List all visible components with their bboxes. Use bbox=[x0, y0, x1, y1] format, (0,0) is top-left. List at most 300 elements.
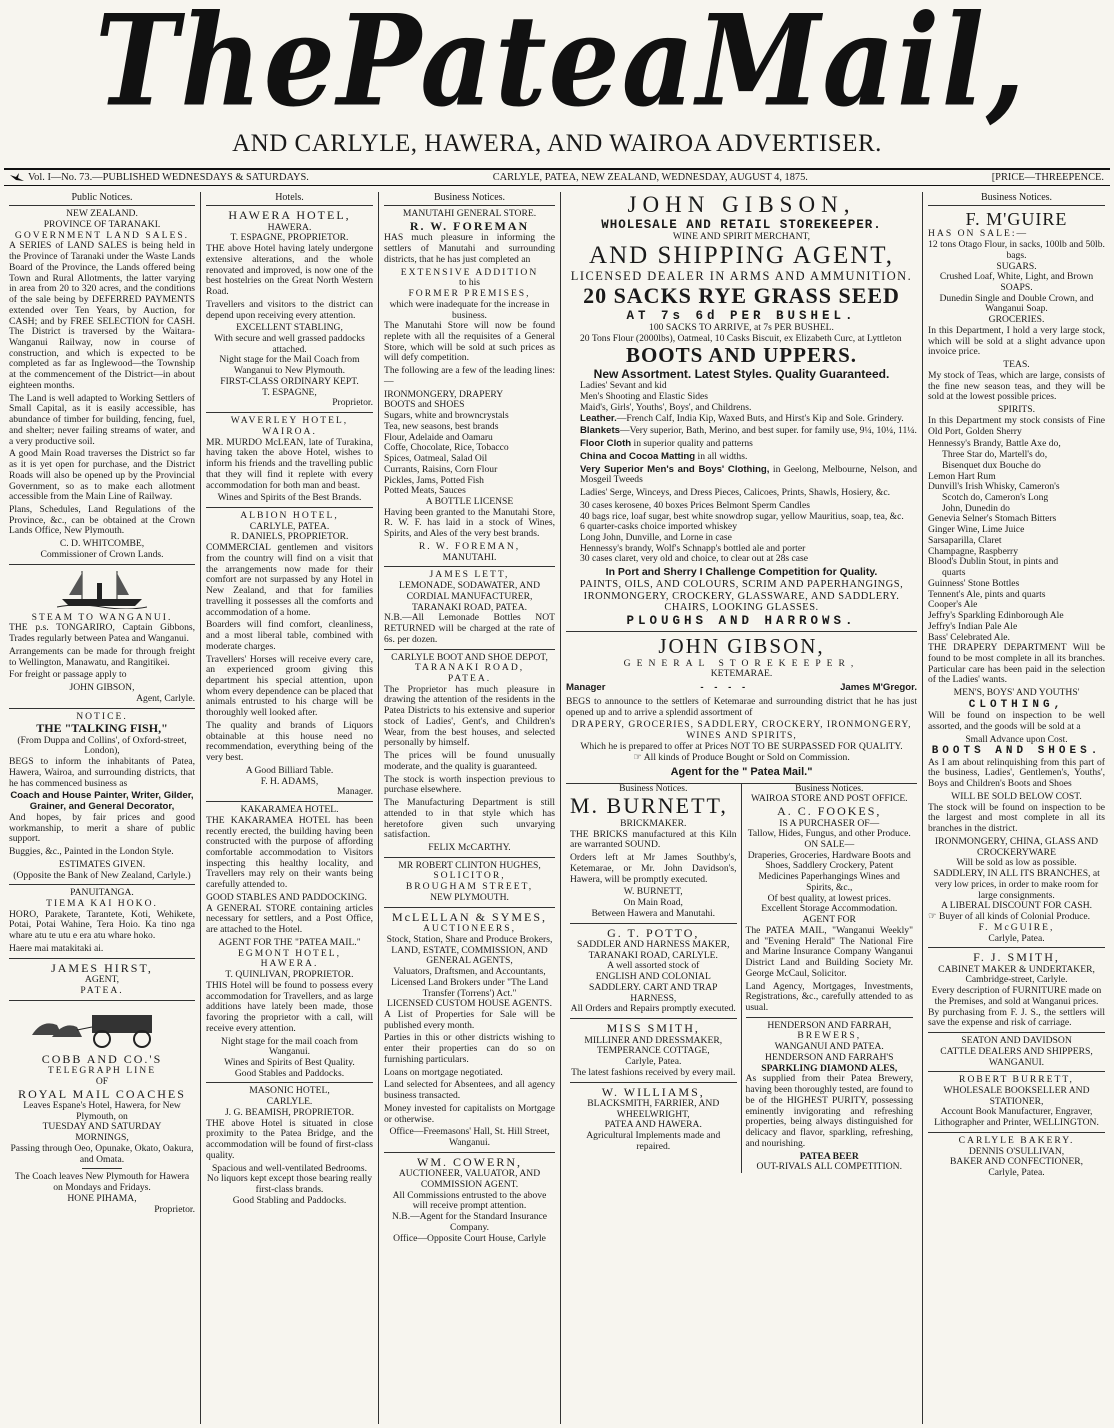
ad-title: STEAM TO WANGANUI. bbox=[31, 611, 173, 623]
ad-text: The Coach leaves New Plymouth for Hawera on Mondays and Fridays. bbox=[14, 1171, 190, 1194]
ad-highlight: New Assortment. Latest Styles. Quality Guaranteed. bbox=[593, 366, 890, 381]
signature: FELIX McCARTHY. bbox=[428, 842, 511, 854]
signature: F. H. ADAMS, bbox=[260, 775, 319, 787]
ad-subheading: LICENSED CUSTOM HOUSE AGENTS. bbox=[386, 998, 553, 1010]
ad-subheading: PROVINCE OF TARANAKI. bbox=[43, 218, 161, 230]
place-date: CARLYLE, PATEA, NEW ZEALAND, WEDNESDAY, AUGUST 4, 1875. bbox=[492, 171, 808, 183]
ad-title: G. T. POTTO, bbox=[607, 925, 700, 940]
signature-title: Commissioner of Crown Lands. bbox=[40, 548, 164, 560]
ad-subheading: IS A PURCHASER OF— bbox=[779, 817, 880, 829]
ad-text: HORO, Parakete, Tarantete, Koti, Wehikete, Potai, Potai Wahine, Tera Hoio. Ka tino nga whare atu te utu e era atu whare hoko. bbox=[9, 908, 195, 942]
ad-text: BEGS to announce to the settlers of Ketemarae and surrounding district that he has just opened up and to arrive a splendid assortment of bbox=[566, 695, 917, 718]
ad-title: A. C. FOOKES, bbox=[777, 804, 882, 819]
ad-highlight: BOOTS and SHOES bbox=[384, 399, 465, 411]
ad-subheading: CATTLE DEALERS AND SHIPPERS, bbox=[940, 1045, 1093, 1057]
list-item: Genevia Selner's Stomach Bitters bbox=[928, 513, 1057, 525]
ad-title: JOHN GIBSON, bbox=[658, 634, 825, 659]
ad-text: No liquors kept except those bearing really first-class brands. bbox=[206, 1173, 373, 1196]
signature-title: Proprietor. bbox=[154, 1203, 195, 1215]
ad-subheading: HAWERA. bbox=[267, 221, 312, 233]
ad-subheading: DENNIS O'SULLIVAN, bbox=[968, 1145, 1065, 1157]
signature: C. D. WHITCOMBE, bbox=[59, 538, 145, 550]
ad-address: Between Hawera and Manutahi. bbox=[591, 907, 716, 919]
ad-subheading: J. G. BEAMISH, PROPRIETOR. bbox=[224, 1106, 355, 1118]
ad-text: Will be found on inspection to be well assorted, and the goods will be sold at a bbox=[928, 710, 1105, 732]
column-header: Hotels. bbox=[206, 192, 373, 206]
ad-title: MR ROBERT CLINTON HUGHES, bbox=[398, 859, 541, 871]
ad-subheading: HENDERSON AND FARRAH'S bbox=[765, 1051, 894, 1063]
ad-highlight: WILL BE SOLD BELOW COST. bbox=[951, 790, 1082, 802]
ad-address: PATEA AND HAWERA. bbox=[604, 1119, 702, 1131]
ad-text: Haere mai matakitaki ai. bbox=[9, 942, 104, 954]
ad-text: Parties in this or other districts wishing to enter their properties can do so on furnishing particulars. bbox=[384, 1032, 555, 1065]
column-public-notices bbox=[4, 192, 200, 1424]
ad-subheading: CARLYLE. bbox=[266, 1096, 313, 1108]
ad-subheading: PATEA. bbox=[80, 984, 124, 996]
signature: JOHN GIBSON, bbox=[69, 682, 135, 694]
ad-title: W. WILLIAMS, bbox=[601, 1084, 705, 1099]
ad-text: And hopes, by fair prices and good workmanship, to merit a share of public support. bbox=[9, 811, 195, 845]
ad-text: The Land is well adapted to Working Settlers of Small Capital, as it is easily accessible, has abundance of timber for building, fencing, fuel, and shelter; never failing streams of water, and a very productive soil. bbox=[9, 392, 195, 447]
ad-address: On Main Road, bbox=[623, 897, 683, 909]
ad-title: JAMES LETT, bbox=[429, 569, 510, 581]
ad-text: The Manufacturing Department is still attended to in that style which has heretofore given such unvarying satisfaction. bbox=[384, 797, 555, 841]
list-item: Jeffry's Sparkling Edinborough Ale bbox=[928, 610, 1064, 622]
ad-text: A GENERAL STORE containing articles necessary for settlers, and a Post Office, are attached to the Hotel. bbox=[206, 902, 373, 936]
ad-text: COMMERCIAL gentlemen and visitors from the country will find on a visit that the arrangements now made for their comfort are not surpassed by any Hotel in New Zealand, and that for families travelling it possesses all the comforts and accommodation of a home. bbox=[206, 542, 373, 618]
list-item: Maid's, Girls', Youths', Boys', and Childrens. bbox=[580, 401, 752, 413]
column-business-notices bbox=[378, 192, 560, 1424]
section-heading: CLOTHING, bbox=[968, 698, 1065, 711]
masthead bbox=[0, 0, 1114, 176]
ad-subheading: BAKER AND CONFECTIONER, bbox=[950, 1156, 1083, 1168]
list-item: Ladies' Serge, Winceys, and Dress Pieces, Calicoes, Prints, Shawls, Hosiery, &c. bbox=[580, 487, 890, 499]
section-heading: GROCERIES. bbox=[988, 314, 1045, 326]
ad-subheading: BLACKSMITH, FARRIER, AND WHEELWRIGHT, bbox=[587, 1097, 720, 1120]
manager-label: Manager bbox=[566, 682, 606, 694]
sub-columns bbox=[566, 783, 917, 1173]
ad-text: Stock, Station, Share and Produce Brokers, bbox=[386, 933, 553, 945]
list-item: 30 cases claret, very old and choice, to clear out at 28s case bbox=[580, 553, 809, 565]
list-item: John, Dunedin do bbox=[942, 502, 1010, 514]
section-heading: MEN'S, BOYS' AND YOUTHS' bbox=[953, 687, 1080, 699]
ad-subheading: AGENT FOR bbox=[802, 914, 856, 926]
ad-subheading: GENERAL STOREKEEPER, bbox=[623, 657, 860, 669]
ad-subheading: TIEMA KAI HOKO. bbox=[46, 898, 158, 910]
ad-text: THE p.s. TONGARIRO, Captain Gibbons, Trades regularly between Patea and Wanganui. bbox=[9, 622, 195, 645]
ad-title: NOTICE. bbox=[76, 710, 128, 722]
list-item: Sarsaparilla, Claret bbox=[928, 534, 1002, 546]
ad-title: ALBION HOTEL, bbox=[240, 509, 339, 521]
dateline bbox=[4, 168, 1110, 186]
ad-text: Night stage for the Mail Coach from Wanganui to New Plymouth. bbox=[219, 354, 360, 377]
ad-highlight: IRONMONGERY, DRAPERY bbox=[384, 388, 504, 400]
item-heading: China and Cocoa Matting bbox=[580, 450, 696, 462]
ad-text: Boarders will find comfort, cleanliness, and a most liberal table, combined with moderate charges. bbox=[206, 619, 373, 652]
ad-address: NEW PLYMOUTH. bbox=[430, 891, 509, 903]
ad-subheading: OF bbox=[95, 1075, 109, 1087]
signature: T. ESPAGNE, bbox=[262, 386, 317, 398]
ad-address: Carlyle, Patea. bbox=[988, 1167, 1045, 1179]
ad-subheading: TELEGRAPH LINE bbox=[47, 1065, 157, 1077]
ad-address: BROUGHAM STREET, bbox=[405, 881, 534, 893]
list-item: Currants, Raisins, Corn Flour bbox=[384, 463, 498, 475]
list-item: Hennessy's brandy, Wolf's Schnapp's bottled ale and porter bbox=[580, 542, 806, 554]
list-item: Champagne, Raspberry bbox=[928, 545, 1019, 557]
ad-highlight: PLOUGHS AND HARROWS. bbox=[626, 614, 857, 629]
ad-text: PAINTS, OILS, AND COLOURS, SCRIM AND PAPERHANGINGS, IRONMONGERY, CROCKERY, GLASSWARE, AND SADDLERY. CHAIRS, LOOKING GLASSES. bbox=[579, 578, 904, 614]
ad-text: OUT-RIVALS ALL COMPETITION. bbox=[756, 1161, 902, 1173]
ad-address: TARANAKI ROAD, CARLYLE. bbox=[588, 949, 718, 961]
list-item: in superior quality and patterns bbox=[631, 438, 753, 450]
list-item: 6 quarter-casks choice imported whiskey bbox=[580, 521, 737, 533]
ad-title: JOHN GIBSON, bbox=[627, 192, 856, 217]
section-heading: SPIRITS. bbox=[997, 404, 1036, 416]
column-hotels bbox=[200, 192, 378, 1424]
column-john-gibson: JOHN GIBSON, WHOLESALE AND RETAIL STOREKEEPER. WINE AND SPIRIT MERCHANT, AND SHIPPING AGENT, LICENSED DEALER IN ARMS AND AMMUNITION. 20 SACKS RYE GRASS SEED AT 7s 6d PER BUSHEL. 100 SACKS TO ARRIVE, at 7s PER BUSHEL. 20 Tons Flour (2000lbs), Oatmeal, 10 Casks Biscuit, ex Elizabeth Curc, at Lyttleton BOOTS AND UPPERS. New Assortment. Latest Styles. Quality Guaranteed. Ladies' Sevant and kid Men's Shooting and Elastic Sides Maid's, Girls', Youths', Boys', and Childrens. Leather.—French Calf, India Kip, Waxed Buts, and Hirst's Kip and Sole. Grindery. Blankets—Very superior, Bath, Merino, and best super. for family use, 9¼, 10¼, 11¼. Floor Cloth in superior quality and patterns China and Cocoa Matting in all widths. Very Superior Men's and Boys' Clothing, in Geelong, Melbourne, Nelson, and Mosgeil Tweeds Ladies' Serge, Winceys, and Dress Pieces, Calicoes, Prints, Shawls, Hosiery, &c. 30 cases kerosene, 40 boxes Prices Belmont Sperm Candles 40 bags rice, loaf sugar, best white snowdrop sugar, yellow Mauritius, soap, tea, &c. 6 quarter-casks choice imported whiskey Long John, Dunville, and Lorne in case Hennessy's brandy, Wolf's Schnapp's bottled ale and porter 30 cases claret, very old and choice, to clear out at 28s case In Port and Sherry I Challenge Competition for Quality. PAINTS, OILS, AND COLOURS, SCRIM AND PAPERHANGINGS, IRONMONGERY, CROCKERY, GLASSWARE, AND SADDLERY. CHAIRS, LOOKING GLASSES. PLOUGHS AND HARROWS. JOHN GIBSON, GENERAL STOREKEEPER, KETEMARAE. Manager - - - - James M'Gregor. BEGS to announce to the settlers of Ketemarae and surrounding district that he has just opened up and to arrive a splendid assortment of DRAPERY, GROCERIES, SADDLERY, CROCKERY, IRONMONGERY, WINES AND SPIRITS, Which he is prepared to offer at Prices NOT TO BE SURPASSED FOR QUALITY. ☞ All kinds of Produce Bought or Sold on Commission. Agent for the " Patea Mail." Business Notices. M. BURNETT, BRICKMAKER. THE BRICKS manufactured at this Kiln are warranted SOUND. Orders left at Mr James Southby's, Ketemarae, or Mr. John Davidson's, Hawera, will be promptly executed. W. BURNETT, On Main Road, Between Hawera and Manutahi. G. T. POTTO, SADDLER AND HARNESS MAKER, TARANAKI ROAD, CARLYLE. A well assorted stock of ENGLISH AND COLONIAL SADDLERY. CART AND TRAP HARNESS, All Orders and Repairs promptly executed. MISS SMITH, MILLINER AND DRESSMAKER, TEMPERANCE COTTAGE, Carlyle, Patea. The latest fashions received by every mail. W. WILLIAMS, BLACKSMITH, FARRIER, AND WHEELWRIGHT, PATEA AND HAWERA. Agricultural Implements made and repaired. Business Notices. WAIROA STORE AND POST OFFICE. A. C. FOOKES, IS A PURCHASER OF— Tallow, Hides, Fungus, and other Produce. ON SALE— Draperies, Groceries, Hardware Boots and Shoes, Saddlery Crockery, Patent Medicines Paperhangings Wines and Spirits, &c., Of best quality, at lowest prices. Excellent Storage Accommodation. AGENT FOR The PATEA MAIL, "Wanganui Weekly" and "Evening Herald" The National Fire and Marine Insurance Company Wanganui District Land and Building Society Mr. George McCaul, Solicitor. Land Agency, Mortgages, Investments, Registrations, &c., carefully attended to as usual. HENDERSON AND FARRAH, BREWERS, WANGANUI AND PATEA. HENDERSON AND FARRAH'S SPARKLING DIAMOND ALES, As supplied from their Patea Brewery, having been thoroughly tested, are found to be of the HIGHEST PURITY, possessing eminently invigorating and refreshing properties, being always distinguished for delicacy and flavor, sparkling, refreshing, and nourishing. PATEA BEER OUT-RIVALS ALL COMPETITION. bbox=[560, 192, 922, 1424]
ad-subheading: HAS ON SALE:— bbox=[928, 228, 1029, 240]
ad-subheading: HAWERA. bbox=[260, 958, 319, 970]
column-business-notices-3 bbox=[741, 784, 917, 1173]
ad-subheading: ON SALE— bbox=[804, 838, 855, 850]
ad-address: TEMPERANCE COTTAGE, bbox=[596, 1045, 710, 1057]
pointing-hand-icon: ☞ bbox=[928, 911, 939, 923]
column-header: Business Notices. bbox=[928, 192, 1105, 206]
signature-title: MANUTAHI. bbox=[442, 551, 497, 563]
ad-text: Good Stables and Paddocks. bbox=[234, 1067, 345, 1079]
list-item: Tea, new seasons, best brands bbox=[384, 420, 499, 432]
price: [PRICE—THREEPENCE. bbox=[991, 171, 1104, 183]
ad-highlight: TUESDAY AND SATURDAY bbox=[42, 1121, 162, 1133]
ad-subheading: WAIROA. bbox=[262, 425, 317, 437]
ad-text: The Manutahi Store will now be found replete with all the requisites of a General Store, which will be sold at such prices as will defy competition. bbox=[384, 320, 555, 364]
section-heading: SUGARS. bbox=[996, 260, 1037, 272]
list-item: Tennent's Ale, pints and quarts bbox=[928, 588, 1046, 600]
ad-subheading: WINE AND SPIRIT MERCHANT, bbox=[672, 230, 811, 242]
section-heading: SOAPS. bbox=[1000, 282, 1033, 294]
ad-highlight: ESTIMATES GIVEN. bbox=[58, 858, 146, 870]
signature-title: Manager. bbox=[337, 786, 373, 798]
item-heading: Leather. bbox=[580, 412, 617, 424]
ad-title: KAKARAMEA HOTEL. bbox=[240, 804, 339, 816]
ad-text: SADDLERY, IN ALL ITS BRANCHES, at very low prices, in order to make room for large consignments. bbox=[933, 868, 1100, 901]
list-item: Potted Meats, Sauces bbox=[384, 485, 466, 497]
ad-text: Having been granted to the Manutahi Store, R. W. F. has laid in a stock of Wines, Spirits, and Ales of the very best brands. bbox=[384, 506, 555, 540]
signature: W. BURNETT, bbox=[623, 886, 683, 898]
list-item: Pickles, Jams, Potted Fish bbox=[384, 474, 484, 486]
ad-title: CARLYLE BAKERY. bbox=[958, 1134, 1075, 1146]
ad-text: Loans on mortgage negotiated. bbox=[384, 1066, 503, 1078]
list-item: —Very superior, Bath, Merino, and best super. for family use, 9¼, 10¼, 11¼. bbox=[620, 425, 917, 437]
ad-title: BOOTS AND UPPERS. bbox=[625, 343, 858, 368]
ad-title: F. J. SMITH, bbox=[973, 950, 1060, 965]
ad-subheading: TARANAKI ROAD, bbox=[414, 662, 525, 674]
ad-text: Buyer of all kinds of Colonial Produce. bbox=[939, 911, 1091, 923]
list-item: Dunvill's Irish Whisky, Cameron's bbox=[928, 481, 1060, 493]
ad-title: HENDERSON AND FARRAH, bbox=[767, 1019, 892, 1031]
ad-title: GOVERNMENT LAND SALES. bbox=[14, 229, 190, 241]
ad-highlight: MORNINGS, bbox=[75, 1132, 129, 1144]
title-word-the: The bbox=[95, 0, 338, 136]
ad-highlight: Small Advance upon Cost. bbox=[965, 733, 1068, 745]
ad-highlight: PATEA BEER bbox=[799, 1150, 859, 1162]
ad-highlight: AT 7s 6d PER BUSHEL. bbox=[626, 309, 857, 323]
ad-address: Carlyle, Patea. bbox=[625, 1056, 682, 1068]
ad-title: M. BURNETT, bbox=[570, 793, 728, 819]
ad-subheading: WHOLESALE BOOKSELLER AND STATIONER, bbox=[943, 1085, 1090, 1107]
ad-text: Tallow, Hides, Fungus, and other Produce. bbox=[747, 828, 911, 840]
ad-address: Cambridge-street, Carlyle. bbox=[965, 974, 1068, 986]
item-heading: Very Superior Men's and Boys' Clothing, bbox=[580, 463, 770, 475]
ad-subheading: (From Duppa and Collins', of Oxford-street, London), bbox=[17, 734, 187, 757]
ad-title: PANUITANGA. bbox=[70, 887, 134, 899]
ad-text: Dunedin Single and Double Crown, and Wanganui Soap. bbox=[939, 292, 1094, 315]
ad-text: which were inadequate for the increase in business. bbox=[389, 298, 550, 321]
ad-subheading: LICENSED DEALER IN ARMS AND AMMUNITION. bbox=[570, 269, 913, 284]
ad-title: COBB AND CO.'S bbox=[41, 1051, 163, 1066]
section-heading: BOOTS AND SHOES. bbox=[931, 745, 1102, 758]
ad-text: Excellent Storage Accommodation. bbox=[761, 903, 898, 915]
ad-text: Land Agency, Mortgages, Investments, Registrations, &c., carefully attended to as usual. bbox=[745, 980, 913, 1013]
list-item: Spices, Oatmeal, Salad Oil bbox=[384, 453, 488, 465]
ad-text: Which he is prepared to offer at Prices NOT TO BE SURPASSED FOR QUALITY. bbox=[580, 740, 903, 752]
ad-subheading: LEMONADE, SODAWATER, AND CORDIAL MANUFACTURER, bbox=[399, 580, 540, 602]
ad-text: THE above Hotel having lately undergone extensive alterations, and the whole renovated and improved, is now one of the best hostelries on the Great North Western Road. bbox=[206, 243, 373, 298]
ad-title: F. M'GUIRE bbox=[965, 209, 1068, 230]
ad-text: The PATEA MAIL, "Wanganui Weekly" and "Evening Herald" The National Fire and Marine Insurance Company Wanganui District Land and Building Society Mr. George McCaul, Solicitor. bbox=[745, 924, 913, 979]
list-item: in Geelong, Melbourne, Nelson, and Mosgeil Tweeds bbox=[580, 463, 917, 486]
ad-text: As I am about relinquishing from this part of the business, Ladies', Gentlemen's, Youths', Boys and Children's Boots and Shoes bbox=[928, 756, 1105, 790]
column-header: Business Notices. bbox=[619, 783, 688, 794]
ad-subheading: WHOLESALE AND RETAIL STOREKEEPER. bbox=[601, 217, 882, 232]
ad-text: Travellers' Horses will receive every care, an experienced groom giving this department his special attention, upon whom every dependence can be placed that animals entrusted to his charge will be thoroughly well looked after. bbox=[206, 653, 373, 719]
ad-text: My stock of Teas, which are large, consists of the fine new season teas, and they will be sold at the lowest possible prices. bbox=[928, 369, 1105, 403]
list-item: Sugars, white and browncrystals bbox=[384, 410, 509, 422]
ad-subheading: T. QUINLIVAN, PROPRIETOR. bbox=[225, 969, 354, 981]
ad-title: HAWERA HOTEL, bbox=[228, 208, 351, 223]
ad-text: Agricultural Implements made and repaired. bbox=[586, 1130, 721, 1152]
ad-text: N.B.—Agent for the Standard Insurance Company. bbox=[391, 1211, 548, 1233]
ad-highlight: EXCELLENT STABLING, bbox=[236, 322, 343, 334]
ad-text: BEGS to inform the inhabitants of Patea, Hawera, Wairoa, and surrounding districts, that he has commenced business as bbox=[9, 756, 195, 789]
volume-info: Vol. I—No. 73.—PUBLISHED WEDNESDAYS & SATURDAYS. bbox=[28, 171, 309, 183]
list-item: 40 bags rice, loaf sugar, best white snowdrop sugar, yellow Mauritius, soap, tea, &c. bbox=[580, 510, 904, 522]
title-word-patea: Patea bbox=[337, 0, 697, 136]
ad-title: CARLYLE BOOT AND SHOE DEPOT, bbox=[391, 651, 548, 663]
steamship-illustration bbox=[57, 569, 147, 609]
ad-subheading: AGENT FOR THE "PATEA MAIL." bbox=[218, 936, 361, 948]
list-item: Cooper's Ale bbox=[928, 599, 978, 611]
ad-text: The stock is worth inspection previous to purchase elsewhere. bbox=[384, 773, 555, 796]
ad-text: N.B.—All Lemonade Bottles NOT RETURNED will be charged at the rate of 6s. per dozen. bbox=[384, 612, 555, 645]
ad-highlight: In Port and Sherry I Challenge Competition for Quality. bbox=[605, 566, 878, 579]
item-heading: Floor Cloth bbox=[580, 438, 632, 450]
ad-highlight: Coach and House Painter, Writer, Gilder, Grainer, and General Decorator, bbox=[10, 790, 194, 813]
ad-text: In this Department, I hold a very large stock, which will be sold at a slight advance upon invoice price. bbox=[928, 324, 1105, 358]
ad-text: Every description of FURNITURE made on the Premises, and sold at Wanganui prices. bbox=[931, 985, 1102, 1007]
ad-title: ROBERT BURRETT, bbox=[959, 1074, 1074, 1086]
ad-text: Passing through Oeo, Opunake, Okato, Oakura, and Omata. bbox=[10, 1142, 194, 1165]
ad-text: Wines and Spirits of the Best Brands. bbox=[217, 492, 362, 504]
ad-text: Orders left at Mr James Southby's, Ketemarae, or Mr. John Davidson's, Hawera, will be promptly executed. bbox=[570, 852, 737, 885]
ad-text: All Commissions entrusted to the above will receive prompt attention. bbox=[392, 1189, 547, 1212]
ad-text: For freight or passage apply to bbox=[9, 669, 127, 681]
ad-title: SEATON AND DAVIDSON bbox=[961, 1035, 1072, 1047]
ad-text: By purchasing from F. J. S., the settlers will save the expense and risk of carriage. bbox=[928, 1006, 1105, 1029]
ad-text: THIS Hotel will be found to possess every accommodation for Travellers, and as large additions have lately been made, those favoring the proprietor with a call, will receive every attention. bbox=[206, 979, 373, 1034]
ad-text: Travellers and visitors to the district can depend upon receiving every attention. bbox=[206, 298, 373, 321]
list-item: quarts bbox=[942, 567, 966, 579]
ad-text: In this Department my stock consists of Fine Old Port, Golden Sherry bbox=[928, 414, 1105, 437]
ad-text: to his bbox=[458, 277, 481, 289]
ad-text: The Proprietor has much pleasure in drawing the attention of the residents in the Patea Districts to his extensive and superior stock of Ladies', Gent's, and Children's Wear, from the best houses, and selected personally by himself. bbox=[384, 683, 555, 749]
ad-text: Plans, Schedules, Land Regulations of the Province, &c., can be obtained at the Crown Lands Office, New Plymouth. bbox=[9, 504, 195, 537]
ad-title: WAIROA STORE AND POST OFFICE. bbox=[750, 793, 908, 805]
ad-text: A well assorted stock of bbox=[607, 960, 700, 972]
ad-text: A good Main Road traverses the District so far as it is yet open for purchase, and the District Roads will also be opened up by the Provincial Government, so as to make each allotment accessible from the Main Line of Railway. bbox=[9, 448, 195, 503]
ad-subheading: BRICKMAKER. bbox=[620, 817, 687, 829]
manager-name: James M'Gregor. bbox=[840, 682, 917, 694]
ad-text: MR. MURDO McLEAN, late of Turakina, having taken the above Hotel, wishes to inform his friends and the travelling public that they will find it replete with every accommodation for both man and beast. bbox=[206, 436, 373, 491]
signature: HONE PIHAMA, bbox=[67, 1192, 137, 1204]
ad-text: The following are a few of the leading lines:— bbox=[384, 365, 555, 387]
bird-ornament-icon bbox=[10, 172, 24, 182]
ad-highlight: FIRST-CLASS ORDINARY KEPT. bbox=[220, 375, 359, 387]
ad-text: Of best quality, at lowest prices. bbox=[767, 892, 891, 904]
ad-title: ROYAL MAIL COACHES bbox=[18, 1086, 186, 1101]
ad-title: MISS SMITH, bbox=[606, 1021, 700, 1036]
ad-text: All Orders and Repairs promptly executed. bbox=[570, 1003, 736, 1015]
ad-text: As supplied from their Patea Brewery, having been thoroughly tested, are found to be of the HIGHEST PURITY, possessing eminently invigorating and refreshing properties, being always distinguished for delicacy and flavor, sparkling, refreshing, and nourishing. bbox=[745, 1073, 913, 1149]
ad-subheading: MILLINER AND DRESSMAKER, bbox=[584, 1034, 723, 1046]
ad-text: Leaves Espane's Hotel, Hawera, for New Plymouth, on bbox=[23, 1099, 181, 1122]
ad-text: Account Book Manufacturer, Engraver, Lithographer and Printer, WELLINGTON. bbox=[934, 1106, 1099, 1129]
ad-text: 12 tons Otago Flour, in sacks, 100lb and 50lb. bags. bbox=[928, 239, 1105, 261]
ad-text: 20 Tons Flour (2000lbs), Oatmeal, 10 Casks Biscuit, ex Elizabeth Curc, at Lyttleton bbox=[580, 332, 902, 344]
list-item: Bisenquet dux Bouche do bbox=[942, 459, 1041, 471]
list-item: Scotch do, Cameron's Long bbox=[942, 491, 1049, 503]
pointing-hand-icon: ☞ bbox=[633, 751, 644, 763]
ad-text: The stock will be found on inspection to be the largest and most complete in all its branches in the district. bbox=[928, 801, 1105, 835]
ad-title: EGMONT HOTEL, bbox=[237, 947, 342, 959]
ad-text: The quality and brands of Liquors obtainable at this house need no recommendation, everything being of the very best. bbox=[206, 719, 373, 764]
list-item: Lemon Hart Rum bbox=[928, 470, 996, 482]
column-header: Public Notices. bbox=[9, 192, 195, 206]
ad-highlight: ENGLISH AND COLONIAL SADDLERY. CART AND TRAP HARNESS, bbox=[589, 971, 718, 1004]
ad-title: MANUTAHI GENERAL STORE. bbox=[402, 208, 537, 220]
ad-text: Will be sold as low as possible. bbox=[956, 857, 1077, 869]
ad-title: MASONIC HOTEL, bbox=[249, 1085, 330, 1097]
ad-title: THE "TALKING FISH," bbox=[36, 721, 168, 736]
ad-subheading: LAND, ESTATE, COMMISSION, AND GENERAL AGENTS, bbox=[391, 944, 548, 967]
ad-title: A BOTTLE LICENSE bbox=[425, 495, 514, 507]
ad-title: McLELLAN & SYMES, bbox=[392, 909, 547, 924]
list-item: in all widths. bbox=[695, 450, 748, 462]
ad-highlight: Agent for the " Patea Mail." bbox=[670, 766, 813, 779]
ad-text: Buggies, &c., Painted in the London Style. bbox=[9, 846, 174, 858]
ad-text: Land selected for Absentees, and all agency business transacted. bbox=[384, 1079, 555, 1102]
ad-text: Money invested for capitalists on Mortgage or otherwise. bbox=[384, 1102, 555, 1125]
ad-subheading: T. ESPAGNE, PROPRIETOR. bbox=[230, 232, 349, 244]
column-business-notices-2 bbox=[566, 784, 741, 1173]
ad-text: Arrangements can be made for through freight to Wellington, Manawatu, and Rangitikei. bbox=[9, 645, 195, 668]
ad-subheading: AGENT, bbox=[84, 974, 120, 986]
ad-text: With secure and well grassed paddocks attached. bbox=[214, 332, 365, 355]
ad-text: Valuators, Draftsmen, and Accountants, Licensed Land Brokers under "The Land Transfer (Torrens') Act." bbox=[390, 966, 549, 999]
ad-text: HAS much pleasure in informing the settlers of Manutahi and surrounding districts, that he has just completed an bbox=[384, 232, 555, 265]
list-item: Flour, Adelaide and Oamaru bbox=[384, 431, 493, 443]
list-item: Hennessy's Brandy, Battle Axe do, bbox=[928, 438, 1061, 450]
ad-address: (Opposite the Bank of New Zealand, Carlyle.) bbox=[13, 869, 191, 881]
newspaper-subtitle: AND CARLYLE, HAWERA, AND WAIROA ADVERTISER. bbox=[232, 130, 882, 157]
ad-highlight: DRAPERY, GROCERIES, SADDLERY, CROCKERY, IRONMONGERY, WINES AND SPIRITS, bbox=[571, 719, 912, 742]
ad-highlight: A LIBERAL DISCOUNT FOR CASH. bbox=[940, 900, 1093, 912]
list-item: 30 cases kerosene, 40 boxes Prices Belmont Sperm Candles bbox=[580, 499, 810, 511]
ad-text: Crushed Loaf, White, Light, and Brown bbox=[939, 271, 1094, 283]
ad-address: KETEMARAE. bbox=[710, 668, 773, 680]
section-heading: TEAS. bbox=[1003, 359, 1030, 371]
ad-text: A List of Properties for Sale will be published every month. bbox=[384, 1009, 555, 1031]
column-header: Business Notices. bbox=[384, 192, 555, 206]
ad-heading: NEW ZEALAND. bbox=[66, 208, 138, 220]
list-item: —French Calf, India Kip, Waxed Buts, and Hirst's Kip and Sole. Grindery. bbox=[616, 412, 904, 424]
signature: R. W. FOREMAN, bbox=[418, 540, 521, 552]
ad-title: R. W. FOREMAN bbox=[409, 218, 530, 233]
ad-text: All kinds of Produce Bought or Sold on Commission. bbox=[643, 751, 850, 763]
ad-subheading: BREWERS, bbox=[797, 1030, 862, 1042]
ad-highlight: EXTENSIVE ADDITION bbox=[400, 266, 539, 278]
list-item: Coffe, Chocolate, Rice, Tobacco bbox=[384, 442, 509, 454]
ad-highlight: FORMER PREMISES, bbox=[408, 288, 531, 300]
ad-title: JAMES HIRST, bbox=[51, 960, 153, 975]
ad-subheading: AUCTIONEER, VALUATOR, AND COMMISSION AGENT. bbox=[398, 1168, 541, 1190]
ad-text: THE DRAPERY DEPARTMENT Will be found to be most complete in all its branches. Particular care has been paid in the selection of the Ladies' wants. bbox=[928, 642, 1105, 686]
ad-subheading: R. DANIELS, PROPRIETOR. bbox=[230, 531, 349, 543]
title-word-mail: Mail, bbox=[696, 0, 1028, 136]
list-item: Jeffry's Indian Pale Ale bbox=[928, 620, 1018, 632]
ad-text: 100 SACKS TO ARRIVE, at 7s PER BUSHEL. bbox=[649, 322, 834, 333]
ad-text: Night stage for the mail coach from Wanganui. bbox=[221, 1035, 358, 1058]
ad-title: AND SHIPPING AGENT, bbox=[589, 242, 894, 270]
ad-text: A Good Billiard Table. bbox=[245, 764, 334, 776]
ad-subheading: SADDLER AND HARNESS MAKER, bbox=[577, 939, 730, 951]
list-item: Ladies' Sevant and kid bbox=[580, 380, 667, 392]
ad-text: THE above Hotel is situated in close proximity to the Patea Bridge, and the accommodation will be found of first-class quality. bbox=[206, 1117, 373, 1161]
newspaper-title bbox=[95, 0, 1028, 136]
ad-address: Carlyle, Patea. bbox=[988, 932, 1045, 944]
ad-subheading: CARLYLE, PATEA. bbox=[249, 520, 330, 532]
ad-text: THE BRICKS manufactured at this Kiln are warranted SOUND. bbox=[570, 828, 737, 851]
ad-address: WANGANUI. bbox=[988, 1056, 1045, 1068]
item-heading: Blankets bbox=[580, 425, 620, 437]
list-item: Guinness' Stone Bottles bbox=[928, 577, 1020, 589]
column-header: Business Notices. bbox=[795, 783, 864, 794]
ad-highlight: GOOD STABLES AND PADDOCKING. bbox=[206, 891, 367, 903]
list-item: Three Star do, Martell's do, bbox=[942, 449, 1048, 461]
ad-title: WAVERLEY HOTEL, bbox=[230, 415, 349, 427]
ad-text: The prices will be found unusually moderate, and the quality is guaranteed. bbox=[384, 750, 555, 772]
ad-title: WM. COWERN, bbox=[417, 1154, 522, 1169]
ad-text: Good Stabling and Paddocks. bbox=[232, 1194, 347, 1206]
ad-text: IRONMONGERY, CHINA, GLASS AND CROCKERYWARE bbox=[934, 835, 1099, 858]
ad-text: Spacious and well-ventilated Bedrooms. bbox=[211, 1162, 368, 1174]
list-item: Bass' Celebrated Ale. bbox=[928, 631, 1010, 643]
list-item: Long John, Dunville, and Lorne in case bbox=[580, 531, 732, 543]
ad-text: THE KAKARAMEA HOTEL has been recently erected, the building having been constructed with the purpose of affording comfortable accommodation to Visitors inspecting this healthy locality, and Travellers may rely on their wants being carefully attended to. bbox=[206, 814, 373, 891]
ad-text: A SERIES of LAND SALES is being held in the Province of Taranaki under the Waste Lands Board of the Province, the Lands offered being Town and Rural Allotments, the latter varying in area from 20 to 320 acres, and the conditions of the sale being by DEFERRED PAYMENTS extended over Ten Years, by Auction, for CASH; and by FREE SELECTION for CASH. The District is traversed by the Waitara-Wanganui Railway, now in course of construction, and which is expected to be completed as far as Inglewood—the Township at the commencement of the District—in about eighteen months. bbox=[9, 240, 195, 391]
ad-address: TARANAKI ROAD, PATEA. bbox=[411, 601, 528, 613]
signature-title: Agent, Carlyle. bbox=[136, 692, 195, 704]
